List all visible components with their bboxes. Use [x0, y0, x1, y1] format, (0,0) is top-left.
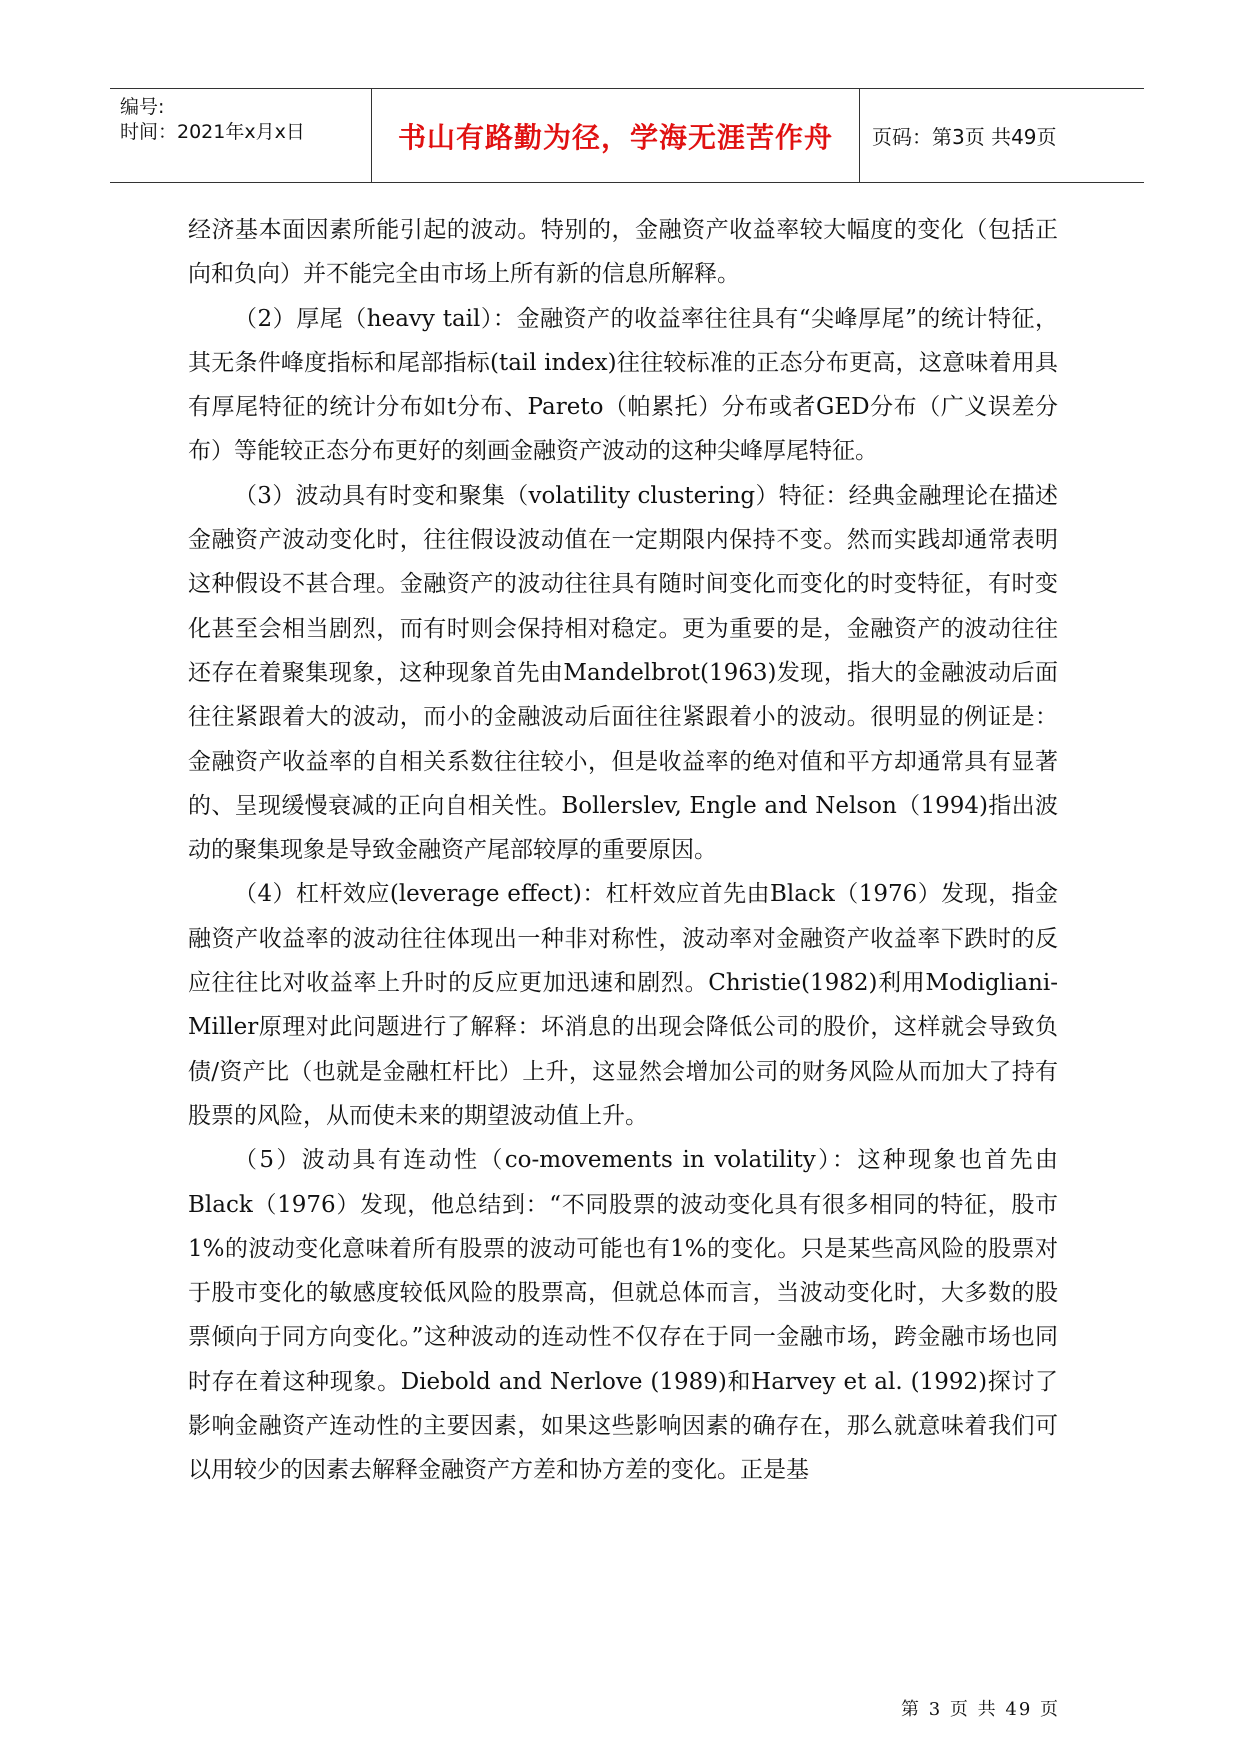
page-footer: 第 3 页 共 49 页 [901, 1699, 1060, 1720]
paragraph-leverage-effect: （4）杠杆效应(leverage effect)：杠杆效应首先由Black（1976）发现，指金融资产收益率的波动往往体现出一种非对称性，波动率对金融资产收益率下跌时的反应往往比对收益率上升时的反应更加迅速和剧烈。Christie(1982)利用Modigliani-Miller原理对此问题进行了解释：坏消息的出现会降低公司的股价，这样就会导致负债/资产比（也就是金融杠杆比）上升，这显然会增加公司的财务风险从而加大了持有股票的风险，从而使未来的期望波动值上升。 [188, 881, 1058, 1129]
header-page-label: 页码：第3页 共49页 [872, 125, 1057, 149]
page-header [110, 88, 1144, 183]
paragraph-heavy-tail: （2）厚尾（heavy tail）：金融资产的收益率往往具有“尖峰厚尾”的统计特征，其无条件峰度指标和尾部指标(tail index)往往较标准的正态分布更高，这意味着用具有厚尾特征的统计分布如t分布、Pareto（帕累托）分布或者GED分布（广义误差分布）等能较正态分布更好的刻画金融资产波动的这种尖峰厚尾特征。 [188, 305, 1058, 465]
document-body [188, 208, 1058, 1493]
document-time-label: 时间：2021年x月x日 [120, 121, 305, 143]
paragraph-volatility-clustering: （3）波动具有时变和聚集（volatility clustering）特征：经典金融理论在描述金融资产波动变化时，往往假设波动值在一定期限内保持不变。然而实践却通常表明这种假设不甚合理。金融资产的波动往往具有随时间变化而变化的时变特征，有时变化甚至会相当剧烈，而有时则会保持相对稳定。更为重要的是，金融资产的波动往往还存在着聚集现象，这种现象首先由Mandelbrot(1963)发现，指大的金融波动后面往往紧跟着大的波动，而小的金融波动后面往往紧跟着小的波动。很明显的例证是：金融资产收益率的自相关系数往往较小，但是收益率的绝对值和平方却通常具有显著的、呈现缓慢衰减的正向自相关性。Bollerslev, Engle and Nelson（1994)指出波动的聚集现象是导致金融资产尾部较厚的重要原因。 [188, 482, 1058, 864]
paragraph-continuation: 经济基本面因素所能引起的波动。特别的，金融资产收益率较大幅度的变化（包括正向和负向）并不能完全由市场上所有新的信息所解释。 [188, 217, 1058, 288]
document-number-label: 编号: [120, 96, 165, 118]
header-meta [110, 89, 372, 182]
paragraph-co-movements: （5）波动具有连动性（co-movements in volatility）：这种现象也首先由Black（1976）发现，他总结到：“不同股票的波动变化具有很多相同的特征，股市1%的波动变化意味着所有股票的波动可能也有1%的变化。只是某些高风险的股票对于股市变化的敏感度较低风险的股票高，但就总体而言，当波动变化时，大多数的股票倾向于同方向变化。”这种波动的连动性不仅存在于同一金融市场，跨金融市场也同时存在着这种现象。Diebold and Nerlove (1989)和Harvey et al. (1992)探讨了影响金融资产连动性的主要因素，如果这些影响因素的确存在，那么就意味着我们可以用较少的因素去解释金融资产方差和协方差的变化。正是基 [188, 1147, 1058, 1484]
header-motto: 书山有路勤为径，学海无涯苦作舟 [372, 89, 860, 182]
